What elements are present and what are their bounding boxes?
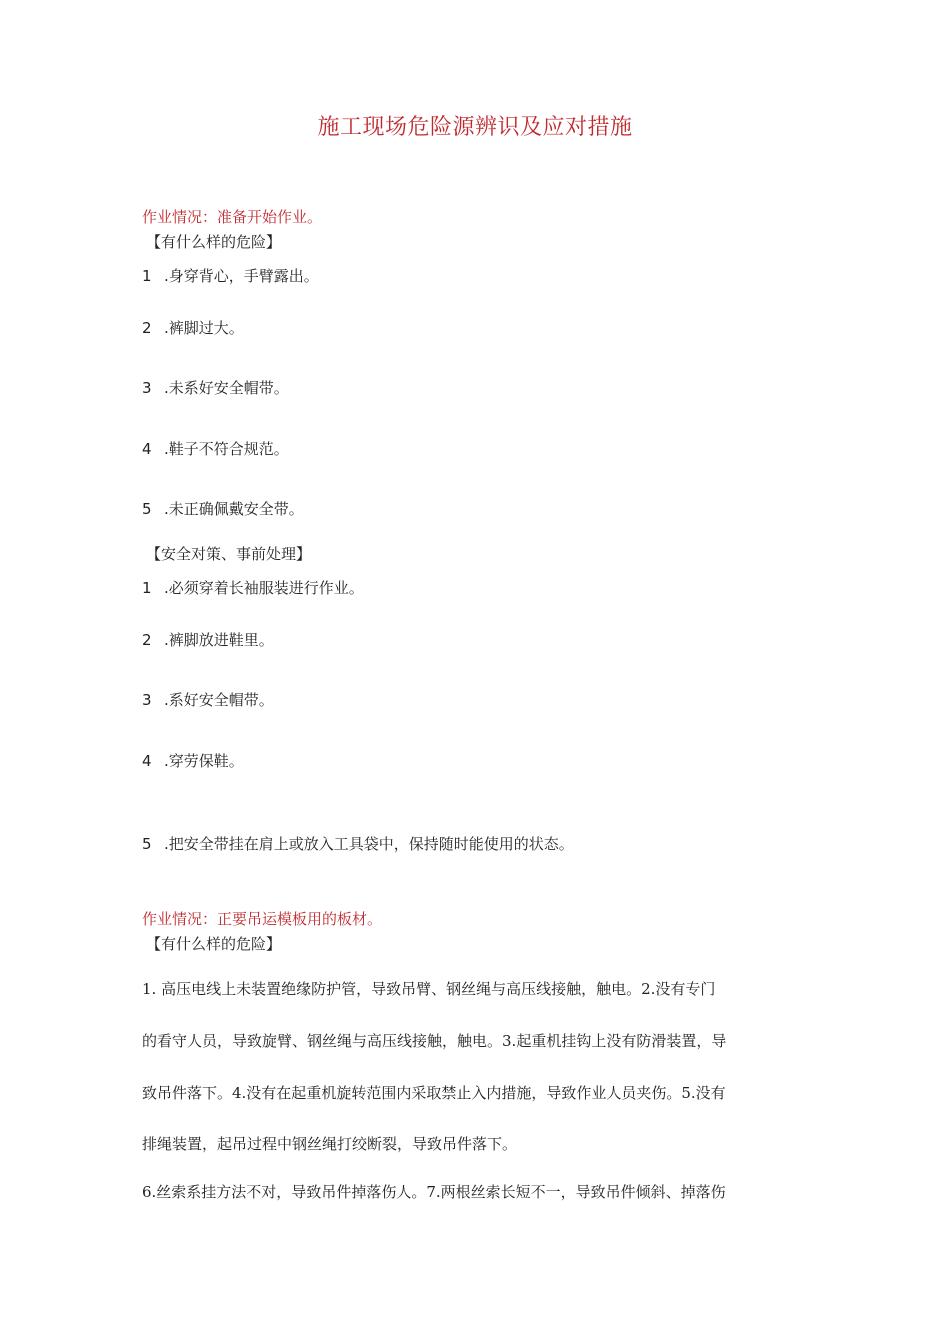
- hazard-number: 3: [142, 379, 152, 397]
- hazard-item: [142, 318, 244, 338]
- measure-number: 2: [142, 631, 152, 649]
- hazard-number: 5: [142, 500, 152, 518]
- section1-measures-heading: 【安全对策、事前处理】: [146, 545, 312, 563]
- section1-hazards-heading: 【有什么样的危险】: [146, 233, 282, 251]
- hazard-item: [142, 378, 289, 398]
- measure-number: 1: [142, 579, 152, 597]
- hazard-text: .裤脚过大。: [164, 319, 244, 337]
- hazard-paragraph-line: 6.丝索系挂方法不对，导致吊件掉落伤人。7.两根丝索长短不一，导致吊件倾斜、掉落伤: [142, 1183, 726, 1201]
- measure-number: 4: [142, 752, 152, 770]
- measure-number: 5: [142, 835, 152, 853]
- measure-text: .把安全带挂在肩上或放入工具袋中，保持随时能使用的状态。: [164, 835, 574, 853]
- document-title: 施工现场危险源辨识及应对措施: [317, 115, 633, 140]
- measure-item: [142, 834, 574, 854]
- measure-item: [142, 630, 274, 650]
- measure-text: .系好安全帽带。: [164, 691, 274, 709]
- measure-text: .必须穿着长袖服装进行作业。: [164, 579, 364, 597]
- hazard-paragraph-line: 的看守人员，导致旋臂、钢丝绳与高压线接触，触电。3.起重机挂钩上没有防滑装置，导: [142, 1032, 727, 1050]
- measure-item: [142, 751, 244, 771]
- hazard-text: .未正确佩戴安全带。: [164, 500, 304, 518]
- hazard-text: .未系好安全帽带。: [164, 379, 289, 397]
- hazard-number: 2: [142, 319, 152, 337]
- section2-hazards-heading: 【有什么样的危险】: [146, 935, 282, 953]
- hazard-item: [142, 266, 319, 286]
- measure-item: [142, 690, 274, 710]
- section1-situation: 作业情况：准备开始作业。: [142, 208, 323, 226]
- section2-situation: 作业情况：正要吊运模板用的板材。: [142, 910, 383, 928]
- measure-number: 3: [142, 691, 152, 709]
- measure-item: [142, 578, 364, 598]
- hazard-paragraph-line: 排绳装置，起吊过程中钢丝绳打绞断裂，导致吊件落下。: [142, 1135, 518, 1153]
- hazard-item: [142, 439, 289, 459]
- hazard-paragraph-line: 致吊件落下。4.没有在起重机旋转范围内采取禁止入内措施，导致作业人员夹伤。5.没有: [142, 1084, 726, 1102]
- measure-text: .穿劳保鞋。: [164, 752, 244, 770]
- hazard-text: .鞋子不符合规范。: [164, 440, 289, 458]
- hazard-number: 1: [142, 267, 152, 285]
- hazard-text: .身穿背心，手臂露出。: [164, 267, 319, 285]
- hazard-item: [142, 499, 304, 519]
- hazard-paragraph-line: 1. 高压电线上未装置绝缘防护管，导致吊臂、钢丝绳与高压线接触，触电。2.没有专门: [142, 980, 716, 998]
- hazard-number: 4: [142, 440, 152, 458]
- measure-text: .裤脚放进鞋里。: [164, 631, 274, 649]
